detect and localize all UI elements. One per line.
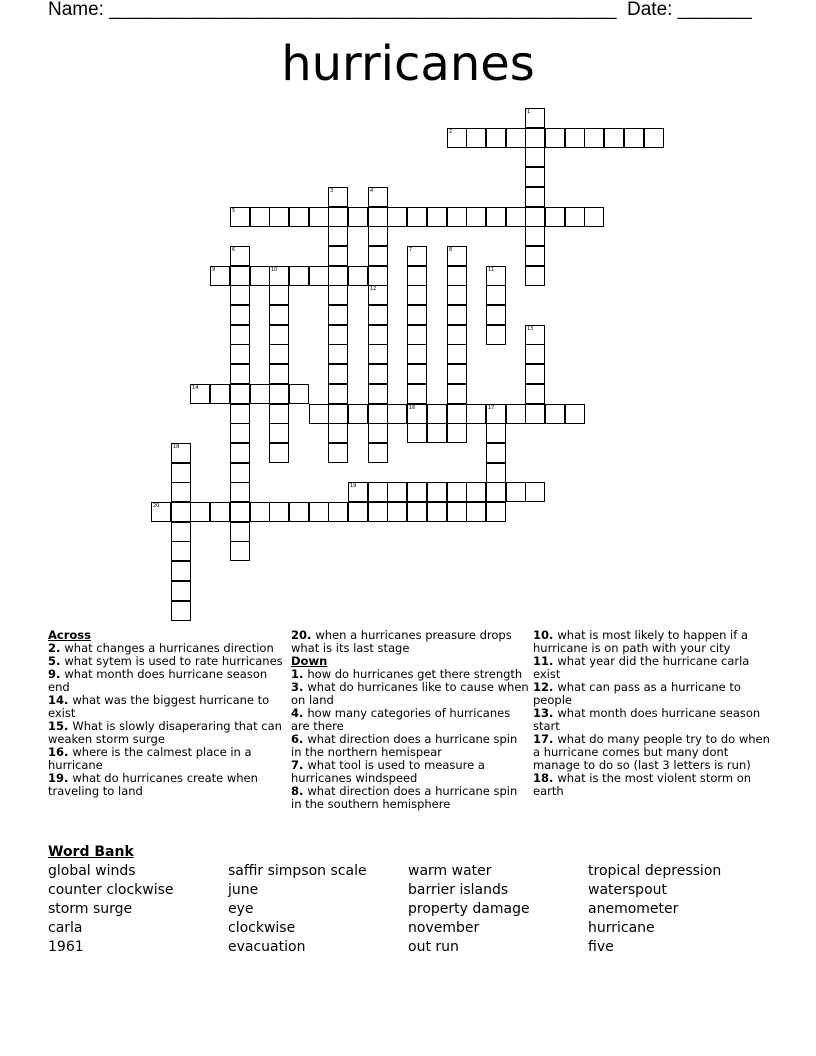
- across-heading: Across: [48, 628, 91, 642]
- grid-cell[interactable]: [407, 325, 427, 345]
- grid-cell[interactable]: [525, 364, 545, 384]
- grid-cell[interactable]: [525, 207, 545, 227]
- grid-cell[interactable]: [230, 522, 250, 542]
- grid-cell[interactable]: [171, 601, 191, 621]
- grid-cell[interactable]: [210, 266, 230, 286]
- grid-cell[interactable]: [525, 187, 545, 207]
- grid-cell[interactable]: [328, 266, 348, 286]
- grid-cell[interactable]: [250, 207, 270, 227]
- grid-cell[interactable]: [407, 207, 427, 227]
- word-bank-entry: anemometer: [588, 901, 679, 917]
- clues-column-1: [48, 629, 286, 798]
- word-bank-entry: barrier islands: [408, 882, 509, 898]
- grid-cell[interactable]: [466, 404, 486, 424]
- grid-cell[interactable]: [506, 404, 526, 424]
- grid-cell[interactable]: [230, 246, 250, 266]
- word-bank-entry: evacuation: [228, 939, 306, 955]
- grid-cell[interactable]: [368, 502, 388, 522]
- grid-cell[interactable]: [328, 226, 348, 246]
- clue-number: 6: [232, 247, 236, 253]
- grid-cell[interactable]: [269, 423, 289, 443]
- clues-column-2: [291, 629, 529, 811]
- clue-number: 7: [409, 247, 413, 253]
- word-bank-entry: out run: [408, 939, 459, 955]
- grid-cell[interactable]: [368, 305, 388, 325]
- grid-cell[interactable]: [348, 482, 368, 502]
- grid-cell[interactable]: [407, 285, 427, 305]
- grid-cell[interactable]: [407, 364, 427, 384]
- grid-cell[interactable]: [230, 305, 250, 325]
- clue-item: 3. what do hurricanes like to cause when on land: [291, 680, 529, 707]
- grid-cell[interactable]: [447, 128, 467, 148]
- grid-cell[interactable]: [230, 384, 250, 404]
- grid-cell[interactable]: [486, 325, 506, 345]
- clue-item: 6. what direction does a hurricane spin in the northern hemispear: [291, 732, 518, 759]
- grid-cell[interactable]: [565, 207, 585, 227]
- word-bank-entry: global winds: [48, 863, 136, 879]
- grid-cell[interactable]: [230, 344, 250, 364]
- grid-cell[interactable]: [368, 187, 388, 207]
- grid-cell[interactable]: [250, 266, 270, 286]
- grid-cell[interactable]: [171, 522, 191, 542]
- grid-cell[interactable]: [506, 128, 526, 148]
- grid-cell[interactable]: [387, 404, 407, 424]
- grid-cell[interactable]: [171, 561, 191, 581]
- word-bank-entry: november: [408, 920, 480, 936]
- grid-cell[interactable]: [486, 423, 506, 443]
- down-heading: Down: [291, 654, 328, 668]
- grid-cell[interactable]: [407, 246, 427, 266]
- grid-cell[interactable]: [584, 207, 604, 227]
- clue-number: 3: [330, 188, 334, 194]
- grid-cell[interactable]: [447, 344, 467, 364]
- clue-item: 16. where is the calmest place in a hurricane: [48, 745, 252, 772]
- grid-cell[interactable]: [427, 482, 447, 502]
- grid-cell[interactable]: [368, 325, 388, 345]
- grid-cell[interactable]: [466, 207, 486, 227]
- word-bank-entry: counter clockwise: [48, 882, 174, 898]
- grid-cell[interactable]: [289, 384, 309, 404]
- word-bank-entry: storm surge: [48, 901, 133, 917]
- grid-cell[interactable]: [466, 482, 486, 502]
- grid-cell[interactable]: [368, 384, 388, 404]
- grid-cell[interactable]: [210, 502, 230, 522]
- grid-cell[interactable]: [230, 285, 250, 305]
- clue-item: 5. what sytem is used to rate hurricanes: [48, 654, 283, 668]
- name-field-label: Name: ________________________________________________: [48, 0, 617, 20]
- grid-cell[interactable]: [525, 108, 545, 128]
- grid-cell[interactable]: [328, 423, 348, 443]
- clue-item: 15. What is slowly disaperaring that can weaken storm surge: [48, 719, 282, 746]
- grid-cell[interactable]: [644, 128, 664, 148]
- grid-cell[interactable]: [447, 423, 467, 443]
- grid-cell[interactable]: [230, 541, 250, 561]
- grid-cell[interactable]: [447, 364, 467, 384]
- grid-cell[interactable]: [328, 187, 348, 207]
- clue-item: 2. what changes a hurricanes direction: [48, 641, 274, 655]
- grid-cell[interactable]: [466, 502, 486, 522]
- grid-cell[interactable]: [447, 502, 467, 522]
- grid-cell[interactable]: [328, 404, 348, 424]
- grid-cell[interactable]: [447, 305, 467, 325]
- grid-cell[interactable]: [328, 305, 348, 325]
- clue-number: 13: [527, 326, 534, 332]
- grid-cell[interactable]: [447, 404, 467, 424]
- grid-cell[interactable]: [171, 463, 191, 483]
- grid-cell[interactable]: [447, 285, 467, 305]
- word-bank-entry: property damage: [408, 901, 530, 917]
- grid-cell[interactable]: [525, 128, 545, 148]
- grid-cell[interactable]: [525, 384, 545, 404]
- grid-cell[interactable]: [368, 482, 388, 502]
- grid-cell[interactable]: [545, 128, 565, 148]
- word-bank-column: [588, 862, 721, 957]
- grid-cell[interactable]: [525, 344, 545, 364]
- grid-cell[interactable]: [387, 502, 407, 522]
- grid-cell[interactable]: [407, 482, 427, 502]
- grid-cell[interactable]: [466, 128, 486, 148]
- word-bank-column: [228, 862, 367, 957]
- grid-cell[interactable]: [269, 305, 289, 325]
- grid-cell[interactable]: [387, 482, 407, 502]
- grid-cell[interactable]: [230, 404, 250, 424]
- grid-cell[interactable]: [407, 384, 427, 404]
- clue-number: 1: [527, 109, 531, 115]
- clue-number: 14: [192, 385, 199, 391]
- clue-number: 17: [488, 405, 495, 411]
- word-bank-entry: clockwise: [228, 920, 296, 936]
- word-bank-entry: 1961: [48, 939, 84, 955]
- grid-cell[interactable]: [328, 364, 348, 384]
- grid-cell[interactable]: [447, 246, 467, 266]
- grid-cell[interactable]: [447, 384, 467, 404]
- grid-cell[interactable]: [565, 128, 585, 148]
- grid-cell[interactable]: [230, 364, 250, 384]
- grid-cell[interactable]: [447, 482, 467, 502]
- grid-cell[interactable]: [348, 502, 368, 522]
- grid-cell[interactable]: [309, 404, 329, 424]
- grid-cell[interactable]: [289, 266, 309, 286]
- grid-cell[interactable]: [525, 482, 545, 502]
- clue-item: 9. what month does hurricane season end: [48, 667, 268, 694]
- grid-cell[interactable]: [190, 502, 210, 522]
- clue-item: 1. how do hurricanes get there strength: [291, 667, 523, 681]
- grid-cell[interactable]: [269, 443, 289, 463]
- grid-cell[interactable]: [486, 266, 506, 286]
- clue-number: 20: [153, 503, 160, 509]
- grid-cell[interactable]: [407, 305, 427, 325]
- grid-cell[interactable]: [368, 226, 388, 246]
- grid-cell[interactable]: [407, 266, 427, 286]
- grid-cell[interactable]: [269, 502, 289, 522]
- grid-cell[interactable]: [171, 482, 191, 502]
- clue-number: 9: [212, 267, 216, 273]
- grid-cell[interactable]: [368, 364, 388, 384]
- grid-cell[interactable]: [525, 325, 545, 345]
- clue-number: 19: [350, 483, 357, 489]
- grid-cell[interactable]: [328, 285, 348, 305]
- word-bank-entry: warm water: [408, 863, 492, 879]
- grid-cell[interactable]: [269, 285, 289, 305]
- grid-cell[interactable]: [525, 246, 545, 266]
- grid-cell[interactable]: [309, 266, 329, 286]
- word-bank-entry: tropical depression: [588, 863, 722, 879]
- grid-cell[interactable]: [171, 541, 191, 561]
- clue-item: 8. what direction does a hurricane spin in the southern hemisphere: [291, 784, 518, 811]
- clue-number: 5: [232, 208, 236, 214]
- grid-cell[interactable]: [250, 502, 270, 522]
- word-bank-title: Word Bank: [48, 844, 134, 860]
- grid-cell[interactable]: [289, 207, 309, 227]
- grid-cell[interactable]: [368, 443, 388, 463]
- clue-number: 4: [370, 188, 374, 194]
- clues-column-3: [533, 629, 771, 798]
- clue-number: 11: [488, 267, 495, 273]
- grid-cell[interactable]: [368, 207, 388, 227]
- grid-cell[interactable]: [486, 482, 506, 502]
- clue-item: 10. what is most likely to happen if a hurricane is on path with your city: [533, 628, 749, 655]
- clue-item: 14. what was the biggest hurricane to exist: [48, 693, 270, 720]
- grid-cell[interactable]: [525, 266, 545, 286]
- clue-item: 7. what tool is used to measure a hurricanes windspeed: [291, 758, 485, 785]
- clue-item: 18. what is the most violent storm on earth: [533, 771, 752, 798]
- grid-cell[interactable]: [348, 207, 368, 227]
- grid-cell[interactable]: [328, 502, 348, 522]
- grid-cell[interactable]: [447, 325, 467, 345]
- grid-cell[interactable]: [565, 404, 585, 424]
- grid-cell[interactable]: [407, 344, 427, 364]
- grid-cell[interactable]: [230, 463, 250, 483]
- grid-cell[interactable]: [624, 128, 644, 148]
- grid-cell[interactable]: [447, 266, 467, 286]
- word-bank-entry: june: [228, 882, 259, 898]
- grid-cell[interactable]: [269, 207, 289, 227]
- clue-item: 11. what year did the hurricane carla exist: [533, 654, 750, 681]
- grid-cell[interactable]: [486, 128, 506, 148]
- grid-cell[interactable]: [486, 502, 506, 522]
- word-bank-entry: eye: [228, 901, 254, 917]
- clue-item: 13. what month does hurricane season start: [533, 706, 761, 733]
- date-field-label: Date: _______: [627, 0, 752, 20]
- grid-cell[interactable]: [525, 404, 545, 424]
- grid-cell[interactable]: [348, 266, 368, 286]
- grid-cell[interactable]: [486, 404, 506, 424]
- grid-cell[interactable]: [230, 207, 250, 227]
- grid-cell[interactable]: [486, 305, 506, 325]
- clue-item: 4. how many categories of hurricanes are there: [291, 706, 511, 733]
- grid-cell[interactable]: [171, 443, 191, 463]
- word-bank-entry: waterspout: [588, 882, 667, 898]
- grid-cell[interactable]: [289, 502, 309, 522]
- grid-cell[interactable]: [171, 581, 191, 601]
- grid-cell[interactable]: [427, 207, 447, 227]
- grid-cell[interactable]: [269, 384, 289, 404]
- grid-cell[interactable]: [525, 147, 545, 167]
- grid-cell[interactable]: [447, 207, 467, 227]
- grid-cell[interactable]: [230, 482, 250, 502]
- grid-cell[interactable]: [171, 502, 191, 522]
- grid-cell[interactable]: [545, 207, 565, 227]
- grid-cell[interactable]: [269, 266, 289, 286]
- clue-number: 2: [449, 129, 453, 135]
- clue-item: 20. when a hurricanes preasure drops what is its last stage: [291, 628, 512, 655]
- word-bank-entry: carla: [48, 920, 83, 936]
- grid-cell[interactable]: [368, 404, 388, 424]
- grid-cell[interactable]: [269, 344, 289, 364]
- grid-cell[interactable]: [348, 404, 368, 424]
- grid-cell[interactable]: [230, 443, 250, 463]
- grid-cell[interactable]: [210, 384, 230, 404]
- clue-number: 18: [173, 444, 180, 450]
- grid-cell[interactable]: [427, 502, 447, 522]
- grid-cell[interactable]: [368, 266, 388, 286]
- word-bank-column: [408, 862, 530, 957]
- grid-cell[interactable]: [328, 344, 348, 364]
- grid-cell[interactable]: [427, 404, 447, 424]
- grid-cell[interactable]: [506, 207, 526, 227]
- grid-cell[interactable]: [368, 285, 388, 305]
- grid-cell[interactable]: [328, 207, 348, 227]
- grid-cell[interactable]: [545, 404, 565, 424]
- clue-number: 16: [409, 405, 416, 411]
- grid-cell[interactable]: [368, 246, 388, 266]
- grid-cell[interactable]: [506, 482, 526, 502]
- grid-cell[interactable]: [486, 285, 506, 305]
- grid-cell[interactable]: [190, 384, 210, 404]
- grid-cell[interactable]: [407, 404, 427, 424]
- clue-number: 8: [449, 247, 453, 253]
- grid-cell[interactable]: [486, 207, 506, 227]
- grid-cell[interactable]: [230, 325, 250, 345]
- grid-cell[interactable]: [328, 325, 348, 345]
- grid-cell[interactable]: [230, 502, 250, 522]
- grid-cell[interactable]: [151, 502, 171, 522]
- grid-cell[interactable]: [427, 423, 447, 443]
- grid-cell[interactable]: [525, 167, 545, 187]
- grid-cell[interactable]: [328, 384, 348, 404]
- grid-cell[interactable]: [407, 423, 427, 443]
- word-bank-entry: five: [588, 939, 614, 955]
- grid-cell[interactable]: [230, 423, 250, 443]
- grid-cell[interactable]: [230, 266, 250, 286]
- grid-cell[interactable]: [269, 404, 289, 424]
- grid-cell[interactable]: [525, 226, 545, 246]
- grid-cell[interactable]: [486, 443, 506, 463]
- grid-cell[interactable]: [250, 384, 270, 404]
- clue-item: 19. what do hurricanes create when traveling to land: [48, 771, 258, 798]
- grid-cell[interactable]: [387, 207, 407, 227]
- clue-item: 12. what can pass as a hurricane to people: [533, 680, 741, 707]
- grid-cell[interactable]: [309, 207, 329, 227]
- clue-number: 10: [271, 267, 278, 273]
- grid-cell[interactable]: [328, 246, 348, 266]
- grid-cell[interactable]: [604, 128, 624, 148]
- clue-item: 17. what do many people try to do when a hurricane comes but many dont manage to do so (last 3 letters is run): [533, 732, 770, 772]
- word-bank-entry: saffir simpson scale: [228, 863, 367, 879]
- grid-cell[interactable]: [407, 502, 427, 522]
- word-bank-entry: hurricane: [588, 920, 655, 936]
- grid-cell[interactable]: [309, 502, 329, 522]
- grid-cell[interactable]: [368, 423, 388, 443]
- grid-cell[interactable]: [486, 463, 506, 483]
- word-bank-column: [48, 862, 174, 957]
- grid-cell[interactable]: [368, 344, 388, 364]
- grid-cell[interactable]: [328, 443, 348, 463]
- grid-cell[interactable]: [269, 325, 289, 345]
- grid-cell[interactable]: [269, 364, 289, 384]
- clue-number: 12: [370, 286, 377, 292]
- grid-cell[interactable]: [584, 128, 604, 148]
- puzzle-title: hurricanes: [281, 36, 535, 92]
